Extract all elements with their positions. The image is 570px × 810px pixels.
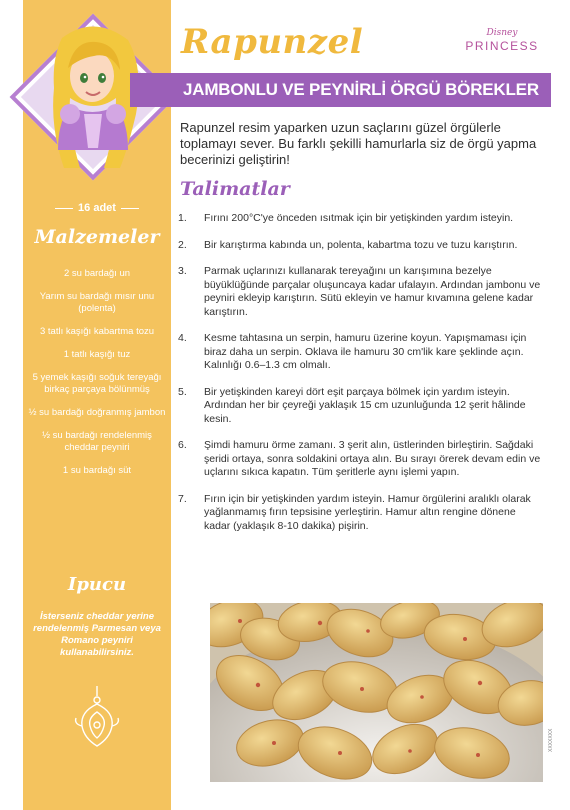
step-number: 2.	[178, 238, 187, 251]
step-text: Fırın için bir yetişkinden yardım isteyin. Hamur örgülerini aralıklı olarak yağlanmamış fırın tepsisine yerleştirin. Hamur altın rengine dönene kadar (yaklaşık 8-10 dakika) pişirin.	[204, 492, 531, 532]
instruction-step	[178, 493, 543, 534]
instruction-step	[178, 439, 543, 480]
instructions-list	[178, 212, 543, 533]
ingredient-item: 1 su bardağı süt	[62, 465, 132, 476]
yield-count: 16 adet	[23, 202, 171, 214]
instruction-step	[178, 332, 543, 373]
ingredient-item: ½ su bardağı doğranmış jambon	[28, 407, 166, 418]
pastry-photo	[210, 603, 543, 782]
step-text: Parmak uçlarınızı kullanarak tereyağını un karışımına bezelye büyüklüğünde parçalar oluşuncaya kadar ufalayın. Ardından jambonu ve peyniri ekleyip karıştırın. Sütü ekleyin ve hamur kıvamına gelene kadar karıştırın.	[204, 265, 541, 318]
recipe-title: JAMBONLU VE PEYNİRLİ ÖRGÜ BÖREKLER	[183, 80, 539, 99]
step-text: Fırını 200°C'ye önceden ısıtmak için bir yetişkinden yardım isteyin.	[204, 212, 514, 224]
tip-title: Ipucu	[67, 574, 127, 595]
step-text: Şimdi hamuru örme zamanı. 3 şerit alın, üstlerinden birleştirin. Sağdaki şeridi ortaya, sonra soldakini ortaya alın. Bu sırayı örerek devam edin ve uçlarını sıkıca kapatın. Tüm şeritlerle aynı işlemi yapın.	[204, 439, 541, 478]
step-number: 6.	[178, 439, 187, 451]
instruction-step	[178, 212, 543, 226]
instruction-step	[178, 265, 543, 319]
instructions-title: Talimatlar	[180, 178, 290, 200]
ingredient-item: 3 tatlı kaşığı kabartma tozu	[39, 326, 155, 337]
tip-text: İsterseniz cheddar yerine rendelenmiş Parmesan veya Romano peyniri kullanabilirsiniz.	[33, 611, 161, 658]
step-text: Bir karıştırma kabında un, polenta, kabartma tozu ve tuzu karıştırın.	[204, 238, 518, 251]
ingredients-list	[28, 268, 166, 488]
ingredient-item: 5 yemek kaşığı soğuk tereyağı birkaç parçaya bölünmüş	[32, 372, 162, 395]
step-number: 4.	[178, 332, 187, 344]
step-text: Bir yetişkinden kareyi dört eşit parçaya bölmek için yardım isteyin. Ardından her bir çeyreği yaklaşık 15 cm uzunluğunda 12 şerit hâlinde kesin.	[204, 385, 526, 425]
logo-disney-text: Disney	[486, 28, 518, 38]
instruction-step	[178, 239, 543, 253]
braided-pastries-image	[210, 603, 543, 782]
ingredient-item: 1 tatlı kaşığı tuz	[63, 349, 131, 360]
instruction-step	[178, 386, 543, 427]
print-code: XXXXXXX	[548, 728, 554, 752]
step-number: 7.	[178, 492, 187, 505]
ingredient-item: Yarım su bardağı mısır unu (polenta)	[39, 291, 155, 314]
logo-princess-text: PRINCESS	[465, 39, 539, 53]
ingredients-title: Malzemeler	[34, 226, 160, 248]
step-number: 5.	[178, 385, 187, 398]
ornament-icon	[72, 684, 122, 750]
page-title: Rapunzel	[181, 22, 364, 62]
step-number: 1.	[178, 212, 187, 224]
step-number: 3.	[178, 265, 187, 277]
disney-princess-logo	[462, 28, 542, 53]
ingredient-item: 2 su bardağı un	[63, 268, 131, 279]
intro-text: Rapunzel resim yaparken uzun saçlarını güzel örgülerle toplamayı sever. Bu farklı şekilli hamurlarla siz de örgü yapma becerinizi geliştirin!	[180, 120, 537, 167]
step-text: Kesme tahtasına un serpin, hamuru üzerine koyun. Yapışmaması için biraz daha un serpin. Oklava ile hamuru 30 cm'lik kare şeklinde açın. Kalınlığı 0.6–1.3 cm olmalı.	[204, 332, 527, 371]
ingredient-item: ½ su bardağı rendelenmiş cheddar peyniri	[42, 430, 152, 453]
